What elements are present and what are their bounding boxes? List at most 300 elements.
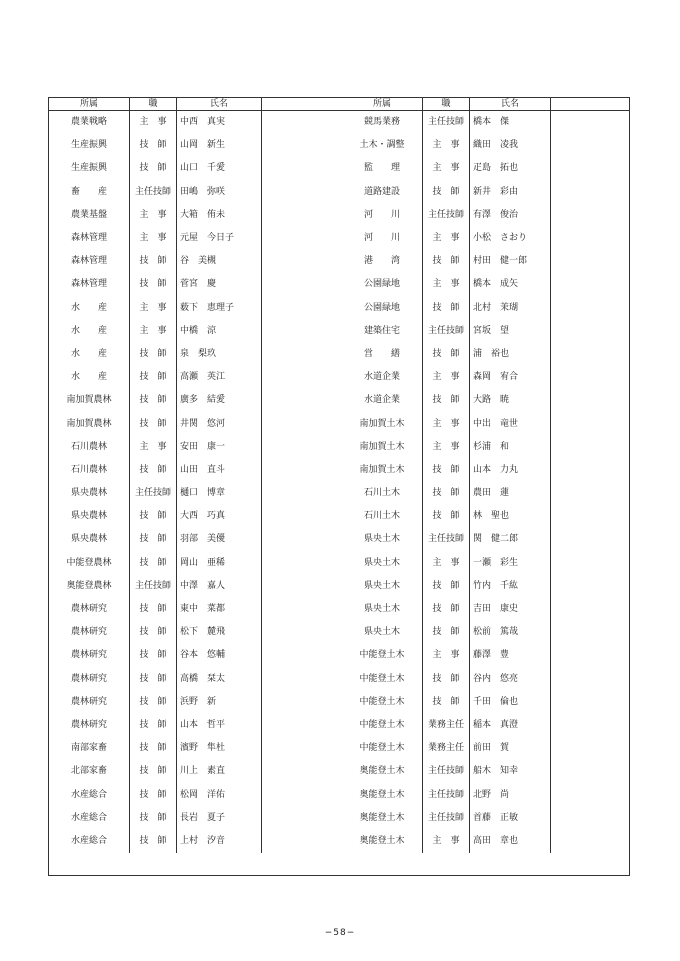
table-header-row (49, 98, 629, 111)
right-dept-cell: 県央土木 (363, 627, 400, 638)
left-dept-cell: 畜 産 (70, 186, 107, 197)
right-position-cell: 技 師 (423, 668, 470, 691)
left-dept-cell: 水産総合 (70, 835, 107, 846)
spacer-cell (262, 204, 343, 227)
header-position-left: 職 (130, 98, 177, 111)
tail-cell (551, 273, 630, 296)
left-name-cell: 泉 梨玖 (177, 343, 262, 366)
left-name-cell: 中澤 嘉人 (177, 575, 262, 598)
left-name-cell: 高瀬 英江 (177, 366, 262, 389)
right-name-cell: 谷内 悠亮 (470, 668, 551, 691)
left-name-cell: 長岩 夏子 (177, 807, 262, 830)
left-position-cell: 技 師 (130, 273, 177, 296)
right-name-cell: 北村 茉瑚 (470, 297, 551, 320)
tail-cell (551, 668, 630, 691)
spacer-cell (262, 598, 343, 621)
left-dept-cell: 森林管理 (70, 256, 107, 267)
table-row (49, 273, 629, 296)
right-dept-cell: 県央土木 (363, 604, 400, 615)
left-name-cell: 薮下 恵理子 (177, 297, 262, 320)
right-name-cell: 竹内 千紘 (470, 575, 551, 598)
right-dept-cell: 石川土木 (363, 488, 400, 499)
header-spacer (262, 98, 343, 111)
right-dept-cell: 中能登土木 (359, 650, 405, 661)
left-position-cell: 技 師 (130, 250, 177, 273)
left-position-cell: 技 師 (130, 412, 177, 435)
right-position-cell: 技 師 (423, 250, 470, 273)
right-name-cell: 大路 暁 (470, 389, 551, 412)
left-name-cell: 樋口 博章 (177, 482, 262, 505)
right-dept-cell: 中能登土木 (359, 743, 405, 754)
right-position-cell: 技 師 (423, 575, 470, 598)
left-dept-cell: 農業基盤 (70, 209, 107, 220)
right-dept-cell: 南加賀土木 (359, 441, 405, 452)
tail-cell (551, 157, 630, 180)
tail-cell (551, 691, 630, 714)
spacer-cell (262, 783, 343, 806)
left-name-cell: 安田 康一 (177, 436, 262, 459)
tail-cell (551, 505, 630, 528)
table-row (49, 389, 629, 412)
left-position-cell: 技 師 (130, 621, 177, 644)
right-name-cell: 藤澤 豊 (470, 644, 551, 667)
header-tail (551, 98, 630, 111)
left-position-cell: 技 師 (130, 691, 177, 714)
left-dept-cell: 南加賀農林 (66, 395, 112, 406)
tail-cell (551, 575, 630, 598)
right-position-cell: 業務主任 (423, 737, 470, 760)
left-name-cell: 濱野 隼杜 (177, 737, 262, 760)
left-dept-cell: 農林研究 (70, 604, 107, 615)
left-position-cell: 技 師 (130, 552, 177, 575)
right-position-cell: 技 師 (423, 459, 470, 482)
right-dept-cell: 建築住宅 (363, 325, 400, 336)
right-name-cell: 高田 章也 (470, 830, 551, 853)
left-name-cell: 中西 真実 (177, 111, 262, 135)
left-position-cell: 技 師 (130, 737, 177, 760)
right-dept-cell: 中能登土木 (359, 696, 405, 707)
right-dept-cell: 監 理 (363, 163, 400, 174)
right-position-cell: 主 事 (423, 134, 470, 157)
table-row (49, 505, 629, 528)
table-row (49, 552, 629, 575)
left-name-cell: 羽部 美優 (177, 528, 262, 551)
left-name-cell: 元屋 今日子 (177, 227, 262, 250)
spacer-cell (262, 389, 343, 412)
right-position-cell: 主任技師 (423, 783, 470, 806)
left-position-cell: 技 師 (130, 528, 177, 551)
tail-cell (551, 598, 630, 621)
right-name-cell: 林 聖也 (470, 505, 551, 528)
right-dept-cell: 奥能登土木 (359, 835, 405, 846)
table-row (49, 204, 629, 227)
right-name-cell: 有澤 俊治 (470, 204, 551, 227)
spacer-cell (262, 621, 343, 644)
table-row (49, 482, 629, 505)
right-position-cell: 技 師 (423, 482, 470, 505)
right-name-cell: 橋本 傑 (470, 111, 551, 135)
table-row (49, 807, 629, 830)
spacer-cell (262, 505, 343, 528)
table-row (49, 737, 629, 760)
left-position-cell: 技 師 (130, 783, 177, 806)
right-dept-cell: 県央土木 (363, 534, 400, 545)
left-position-cell: 技 師 (130, 505, 177, 528)
left-name-cell: 谷 美槻 (177, 250, 262, 273)
right-name-cell: 森岡 宥合 (470, 366, 551, 389)
left-dept-cell: 水産総合 (70, 789, 107, 800)
tail-cell (551, 250, 630, 273)
left-dept-cell: 水産総合 (70, 812, 107, 823)
tail-cell (551, 714, 630, 737)
left-position-cell: 主 事 (130, 227, 177, 250)
right-position-cell: 主 事 (423, 273, 470, 296)
right-dept-cell: 中能登土木 (359, 719, 405, 730)
left-position-cell: 主 事 (130, 320, 177, 343)
left-position-cell: 技 師 (130, 366, 177, 389)
right-name-cell: 北野 尚 (470, 783, 551, 806)
left-dept-cell: 水 産 (70, 302, 107, 313)
table-row (49, 598, 629, 621)
right-position-cell: 技 師 (423, 181, 470, 204)
spacer-cell (262, 459, 343, 482)
left-dept-cell: 水 産 (70, 325, 107, 336)
spacer-cell (262, 111, 343, 135)
left-name-cell: 大箱 侑未 (177, 204, 262, 227)
right-name-cell: 宮坂 望 (470, 320, 551, 343)
left-position-cell: 技 師 (130, 644, 177, 667)
table-row (49, 157, 629, 180)
spacer-cell (262, 644, 343, 667)
right-position-cell: 技 師 (423, 343, 470, 366)
table-row (49, 134, 629, 157)
right-position-cell: 技 師 (423, 505, 470, 528)
left-dept-cell: 農林研究 (70, 719, 107, 730)
left-name-cell: 岡山 亜稀 (177, 552, 262, 575)
right-dept-cell: 営 繕 (363, 348, 400, 359)
left-name-cell: 中橋 涼 (177, 320, 262, 343)
right-dept-cell: 水道企業 (363, 395, 400, 406)
spacer-cell (262, 320, 343, 343)
left-dept-cell: 生産振興 (70, 140, 107, 151)
tail-cell (551, 227, 630, 250)
left-dept-cell: 農林研究 (70, 696, 107, 707)
left-position-cell: 技 師 (130, 830, 177, 853)
left-dept-cell: 南加賀農林 (66, 418, 112, 429)
left-name-cell: 廣多 結愛 (177, 389, 262, 412)
left-dept-cell: 農林研究 (70, 650, 107, 661)
left-name-cell: 井関 悠河 (177, 412, 262, 435)
left-dept-cell: 県央農林 (70, 488, 107, 499)
right-position-cell: 主 事 (423, 227, 470, 250)
header-dept-left: 所属 (49, 98, 130, 111)
left-dept-cell: 中能登農林 (66, 557, 112, 568)
right-position-cell: 主任技師 (423, 204, 470, 227)
table-row (49, 691, 629, 714)
right-name-cell: 杉浦 和 (470, 436, 551, 459)
left-name-cell: 谷本 悠輔 (177, 644, 262, 667)
left-name-cell: 大西 巧真 (177, 505, 262, 528)
right-dept-cell: 港 湾 (363, 256, 400, 267)
right-name-cell: 中出 竜世 (470, 412, 551, 435)
staff-list-table (48, 97, 630, 876)
right-position-cell: 技 師 (423, 691, 470, 714)
right-dept-cell: 公園緑地 (363, 302, 400, 313)
tail-cell (551, 644, 630, 667)
right-position-cell: 主任技師 (423, 760, 470, 783)
spacer-cell (262, 436, 343, 459)
table-row (49, 436, 629, 459)
tail-cell (551, 412, 630, 435)
tail-cell (551, 459, 630, 482)
right-name-cell: 浦 裕也 (470, 343, 551, 366)
spacer-cell (262, 760, 343, 783)
left-dept-cell: 奥能登農林 (66, 580, 112, 591)
table-row (49, 181, 629, 204)
right-position-cell: 技 師 (423, 598, 470, 621)
header-name-left: 氏名 (177, 98, 262, 111)
left-name-cell: 松下 麓飛 (177, 621, 262, 644)
tail-cell (551, 621, 630, 644)
right-position-cell: 主 事 (423, 366, 470, 389)
spacer-cell (262, 714, 343, 737)
right-name-cell: 稲本 真澄 (470, 714, 551, 737)
table-row (49, 412, 629, 435)
left-position-cell: 主任技師 (130, 181, 177, 204)
right-name-cell: 前田 賀 (470, 737, 551, 760)
spacer-cell (262, 273, 343, 296)
table-row (49, 111, 629, 135)
left-dept-cell: 森林管理 (70, 279, 107, 290)
spacer-cell (262, 482, 343, 505)
left-position-cell: 主 事 (130, 204, 177, 227)
spacer-cell (262, 575, 343, 598)
right-position-cell: 主任技師 (423, 807, 470, 830)
tail-cell (551, 783, 630, 806)
right-dept-cell: 石川土木 (363, 511, 400, 522)
left-name-cell: 川上 素直 (177, 760, 262, 783)
left-position-cell: 技 師 (130, 389, 177, 412)
left-dept-cell: 北部家畜 (70, 766, 107, 777)
right-dept-cell: 奥能登土木 (359, 766, 405, 777)
right-dept-cell: 奥能登土木 (359, 812, 405, 823)
right-dept-cell: 南加賀土木 (359, 418, 405, 429)
left-dept-cell: 水 産 (70, 348, 107, 359)
left-dept-cell: 石川農林 (70, 441, 107, 452)
right-dept-cell: 南加賀土木 (359, 464, 405, 475)
table-row (49, 459, 629, 482)
right-dept-cell: 県央土木 (363, 557, 400, 568)
right-position-cell: 主 事 (423, 644, 470, 667)
right-name-cell: 千田 倫也 (470, 691, 551, 714)
right-name-cell: 関 健二郎 (470, 528, 551, 551)
left-dept-cell: 森林管理 (70, 233, 107, 244)
tail-cell (551, 528, 630, 551)
left-dept-cell: 石川農林 (70, 464, 107, 475)
tail-cell (551, 343, 630, 366)
right-position-cell: 技 師 (423, 297, 470, 320)
right-dept-cell: 県央土木 (363, 580, 400, 591)
left-name-cell: 松岡 洋佑 (177, 783, 262, 806)
right-name-cell: 山本 力丸 (470, 459, 551, 482)
spacer-cell (262, 250, 343, 273)
left-position-cell: 技 師 (130, 598, 177, 621)
spacer-cell (262, 181, 343, 204)
right-name-cell: 船木 知幸 (470, 760, 551, 783)
spacer-cell (262, 691, 343, 714)
right-name-cell: 首藤 正敏 (470, 807, 551, 830)
tail-cell (551, 297, 630, 320)
spacer-cell (262, 157, 343, 180)
tail-cell (551, 482, 630, 505)
left-dept-cell: 県央農林 (70, 534, 107, 545)
left-dept-cell: 生産振興 (70, 163, 107, 174)
left-name-cell: 上村 汐音 (177, 830, 262, 853)
right-name-cell: 農田 蓮 (470, 482, 551, 505)
left-position-cell: 主任技師 (130, 482, 177, 505)
spacer-cell (262, 412, 343, 435)
table-row (49, 760, 629, 783)
right-name-cell: 村田 健一郎 (470, 250, 551, 273)
left-position-cell: 技 師 (130, 714, 177, 737)
spacer-cell (262, 668, 343, 691)
left-dept-cell: 農林研究 (70, 627, 107, 638)
right-position-cell: 主任技師 (423, 320, 470, 343)
right-position-cell: 主 事 (423, 157, 470, 180)
right-position-cell: 主 事 (423, 552, 470, 575)
right-position-cell: 主任技師 (423, 111, 470, 135)
table-row (49, 644, 629, 667)
tail-cell (551, 552, 630, 575)
table-row (49, 830, 629, 853)
tail-cell (551, 737, 630, 760)
table-row (49, 783, 629, 806)
left-name-cell: 山岡 新生 (177, 134, 262, 157)
spacer-cell (262, 134, 343, 157)
right-dept-cell: 道路建設 (363, 186, 400, 197)
tail-cell (551, 760, 630, 783)
table-body (49, 111, 629, 854)
right-position-cell: 主 事 (423, 412, 470, 435)
left-position-cell: 技 師 (130, 343, 177, 366)
header-name-right: 氏名 (470, 98, 551, 111)
left-dept-cell: 水 産 (70, 372, 107, 383)
right-position-cell: 技 師 (423, 621, 470, 644)
header-dept-right: 所属 (342, 98, 423, 111)
table-row (49, 250, 629, 273)
left-position-cell: 技 師 (130, 760, 177, 783)
left-name-cell: 東中 菜都 (177, 598, 262, 621)
left-dept-cell: 農林研究 (70, 673, 107, 684)
left-name-cell: 浜野 新 (177, 691, 262, 714)
spacer-cell (262, 297, 343, 320)
tail-cell (551, 830, 630, 853)
spacer-cell (262, 366, 343, 389)
table-row (49, 366, 629, 389)
right-name-cell: 吉田 康史 (470, 598, 551, 621)
staff-table (49, 98, 629, 853)
left-name-cell: 菅宮 慶 (177, 273, 262, 296)
tail-cell (551, 111, 630, 135)
table-row (49, 343, 629, 366)
right-name-cell: 織田 凌我 (470, 134, 551, 157)
right-dept-cell: 河 川 (363, 209, 400, 220)
right-name-cell: 松前 篤哉 (470, 621, 551, 644)
right-dept-cell: 土木・調整 (359, 140, 405, 151)
table-row (49, 575, 629, 598)
right-dept-cell: 奥能登土木 (359, 789, 405, 800)
right-name-cell: 一瀬 彩生 (470, 552, 551, 575)
tail-cell (551, 181, 630, 204)
left-dept-cell: 県央農林 (70, 511, 107, 522)
left-position-cell: 主 事 (130, 111, 177, 135)
right-position-cell: 主任技師 (423, 528, 470, 551)
right-dept-cell: 水道企業 (363, 372, 400, 383)
table-row (49, 320, 629, 343)
right-dept-cell: 公園緑地 (363, 279, 400, 290)
left-position-cell: 主 事 (130, 436, 177, 459)
left-position-cell: 主任技師 (130, 575, 177, 598)
right-dept-cell: 競馬業務 (363, 117, 400, 128)
right-position-cell: 業務主任 (423, 714, 470, 737)
spacer-cell (262, 528, 343, 551)
spacer-cell (262, 737, 343, 760)
right-dept-cell: 河 川 (363, 233, 400, 244)
left-position-cell: 技 師 (130, 807, 177, 830)
right-name-cell: 小松 さおり (470, 227, 551, 250)
tail-cell (551, 204, 630, 227)
tail-cell (551, 389, 630, 412)
left-dept-cell: 南部家畜 (70, 743, 107, 754)
left-name-cell: 田嶋 弥咲 (177, 181, 262, 204)
tail-cell (551, 134, 630, 157)
right-dept-cell: 中能登土木 (359, 673, 405, 684)
table-row (49, 528, 629, 551)
tail-cell (551, 320, 630, 343)
table-row (49, 621, 629, 644)
left-position-cell: 技 師 (130, 459, 177, 482)
right-name-cell: 疋島 拓也 (470, 157, 551, 180)
left-name-cell: 山田 直斗 (177, 459, 262, 482)
header-position-right: 職 (423, 98, 470, 111)
left-position-cell: 主 事 (130, 297, 177, 320)
page-number: −58− (324, 928, 356, 938)
left-name-cell: 高橋 栞太 (177, 668, 262, 691)
left-dept-cell: 農業戦略 (70, 117, 107, 128)
table-row (49, 714, 629, 737)
left-name-cell: 山口 千愛 (177, 157, 262, 180)
right-name-cell: 橋本 成矢 (470, 273, 551, 296)
table-row (49, 668, 629, 691)
tail-cell (551, 366, 630, 389)
right-position-cell: 主 事 (423, 436, 470, 459)
left-name-cell: 山本 哲平 (177, 714, 262, 737)
spacer-cell (262, 830, 343, 853)
table-row (49, 227, 629, 250)
right-name-cell: 新井 彩由 (470, 181, 551, 204)
left-position-cell: 技 師 (130, 157, 177, 180)
tail-cell (551, 807, 630, 830)
left-position-cell: 技 師 (130, 134, 177, 157)
spacer-cell (262, 807, 343, 830)
left-position-cell: 技 師 (130, 668, 177, 691)
right-position-cell: 主 事 (423, 830, 470, 853)
spacer-cell (262, 343, 343, 366)
table-row (49, 297, 629, 320)
right-position-cell: 技 師 (423, 389, 470, 412)
spacer-cell (262, 227, 343, 250)
spacer-cell (262, 552, 343, 575)
